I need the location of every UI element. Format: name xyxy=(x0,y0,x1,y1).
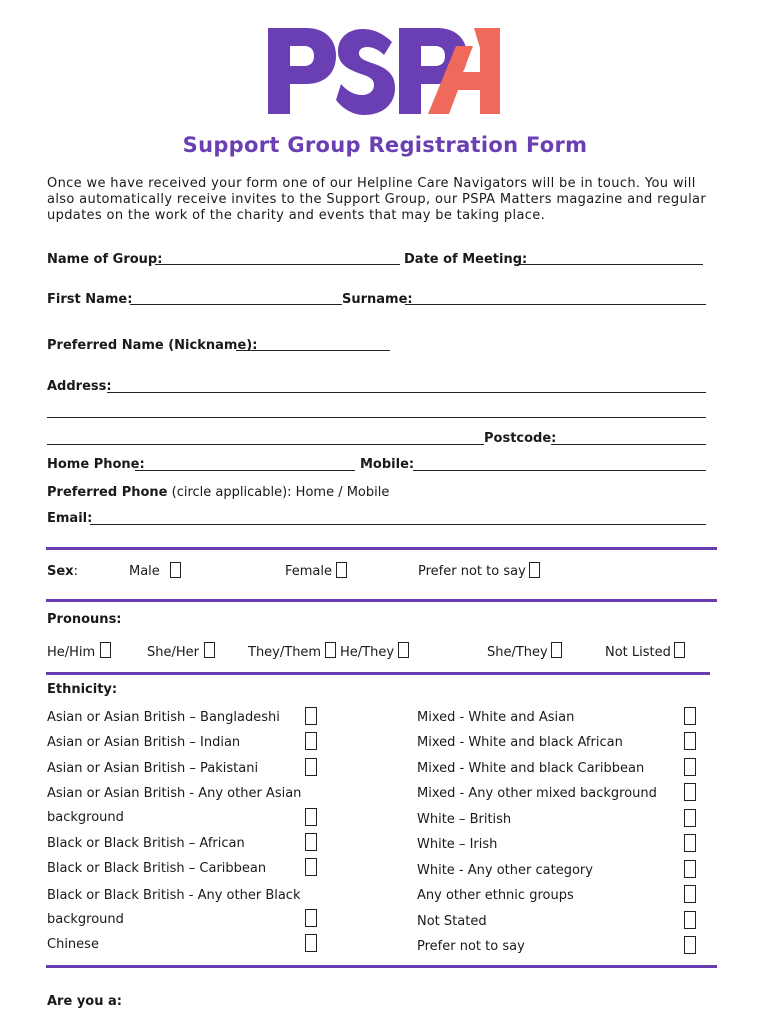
ethnicity-option: Any other ethnic groups xyxy=(417,888,574,903)
mobile-field[interactable] xyxy=(413,470,706,471)
preferred-phone-label: Preferred Phone xyxy=(47,485,168,500)
ethnicity-checkbox[interactable] xyxy=(305,909,317,927)
ethnicity-checkbox[interactable] xyxy=(684,707,696,725)
ethnicity-checkbox[interactable] xyxy=(684,834,696,852)
preferred-name-field[interactable] xyxy=(236,350,390,351)
ethnicity-checkbox[interactable] xyxy=(684,860,696,878)
female-checkbox[interactable] xyxy=(336,562,347,578)
group-name-field[interactable] xyxy=(155,264,400,265)
ethnicity-checkbox[interactable] xyxy=(305,934,317,952)
ethnicity-option: Asian or Asian British – Bangladeshi xyxy=(47,710,280,725)
pronoun-not-listed: Not Listed xyxy=(605,645,671,660)
ethnicity-checkbox[interactable] xyxy=(684,809,696,827)
ethnicity-option: Mixed - White and black African xyxy=(417,735,623,750)
ethnicity-option: Asian or Asian British – Indian xyxy=(47,735,241,750)
form-title: Support Group Registration Form xyxy=(182,133,588,157)
sex-label: Sex xyxy=(47,564,74,579)
email-label: Email: xyxy=(47,511,93,526)
ethnicity-option: Mixed - Any other mixed background xyxy=(417,786,657,801)
sex-option-female: Female xyxy=(285,564,333,579)
they-them-checkbox[interactable] xyxy=(325,642,336,658)
address-label: Address: xyxy=(47,379,112,394)
mobile-label: Mobile: xyxy=(360,457,415,472)
ethnicity-checkbox[interactable] xyxy=(305,707,317,725)
pronoun-he-him: He/Him xyxy=(47,645,96,660)
he-they-checkbox[interactable] xyxy=(398,642,409,658)
ethnicity-option: Black or Black British – African xyxy=(47,836,245,851)
first-name-label: First Name: xyxy=(47,292,133,307)
ethnicity-option: White - Any other category xyxy=(417,863,593,878)
ethnicity-option: Asian or Asian British – Pakistani xyxy=(47,761,259,776)
home-phone-label: Home Phone: xyxy=(47,457,145,472)
meeting-date-field[interactable] xyxy=(517,264,703,265)
ethnicity-checkbox[interactable] xyxy=(305,858,317,876)
group-name-label: Name of Group: xyxy=(47,252,163,267)
ethnicity-checkbox[interactable] xyxy=(684,936,696,954)
ethnicity-option: Chinese xyxy=(47,937,99,952)
divider xyxy=(46,672,710,675)
address-line-2[interactable] xyxy=(47,417,706,418)
ethnicity-option: White – British xyxy=(417,812,512,827)
ethnicity-checkbox[interactable] xyxy=(684,783,696,801)
first-name-field[interactable] xyxy=(130,304,342,305)
ethnicity-checkbox[interactable] xyxy=(305,732,317,750)
are-you-label: Are you a: xyxy=(47,994,122,1009)
ethnicity-checkbox[interactable] xyxy=(684,885,696,903)
surname-field[interactable] xyxy=(405,304,706,305)
ethnicity-option: White – Irish xyxy=(417,837,498,852)
sex-option-male: Male xyxy=(129,564,160,579)
ethnicity-checkbox[interactable] xyxy=(305,833,317,851)
male-checkbox[interactable] xyxy=(170,562,181,578)
sex-colon: : xyxy=(73,564,78,579)
ethnicity-option: Mixed - White and black Caribbean xyxy=(417,761,645,776)
ethnicity-option: Black or Black British - Any other Black xyxy=(47,888,301,903)
postcode-label: Postcode: xyxy=(484,431,557,446)
ethnicity-label: Ethnicity: xyxy=(47,682,118,697)
ethnicity-checkbox[interactable] xyxy=(684,732,696,750)
ethnicity-checkbox[interactable] xyxy=(305,808,317,826)
sex-label-row xyxy=(47,564,78,579)
postcode-field[interactable] xyxy=(551,444,706,445)
pronoun-he-they: He/They xyxy=(340,645,395,660)
divider xyxy=(46,599,717,602)
prefer-not-checkbox[interactable] xyxy=(529,562,540,578)
pspa-logo xyxy=(268,28,500,116)
pronoun-she-her: She/Her xyxy=(147,645,199,660)
address-line-3[interactable] xyxy=(47,444,484,445)
email-field[interactable] xyxy=(90,524,706,525)
he-him-checkbox[interactable] xyxy=(100,642,111,658)
home-phone-field[interactable] xyxy=(135,470,355,471)
not-listed-checkbox[interactable] xyxy=(674,642,685,658)
pronouns-label: Pronouns: xyxy=(47,612,122,627)
ethnicity-option: background xyxy=(47,810,124,825)
ethnicity-checkbox[interactable] xyxy=(684,911,696,929)
ethnicity-option: Not Stated xyxy=(417,914,487,929)
address-line-1[interactable] xyxy=(107,392,706,393)
ethnicity-checkbox[interactable] xyxy=(684,758,696,776)
pronoun-they-them: They/Them xyxy=(248,645,322,660)
she-her-checkbox[interactable] xyxy=(204,642,215,658)
surname-label: Surname: xyxy=(342,292,413,307)
meeting-date-label: Date of Meeting: xyxy=(404,252,528,267)
preferred-name-label: Preferred Name (Nickname): xyxy=(47,338,258,353)
sex-option-prefer-not: Prefer not to say xyxy=(418,564,526,579)
she-they-checkbox[interactable] xyxy=(551,642,562,658)
intro-paragraph: Once we have received your form one of our Helpline Care Navigators will be in touch. You will also automatically receive invites to the Support Group, our PSPA Matters magazine and regular updates on the work of the charity and events that may be taking place. xyxy=(47,176,707,223)
ethnicity-option: Mixed - White and Asian xyxy=(417,710,575,725)
preferred-phone-row xyxy=(47,485,389,500)
divider xyxy=(46,547,717,550)
divider xyxy=(46,965,717,968)
pronoun-she-they: She/They xyxy=(487,645,548,660)
ethnicity-option: Black or Black British – Caribbean xyxy=(47,861,267,876)
ethnicity-option: Prefer not to say xyxy=(417,939,525,954)
ethnicity-option: background xyxy=(47,912,124,927)
ethnicity-checkbox[interactable] xyxy=(305,758,317,776)
preferred-phone-note[interactable]: (circle applicable): Home / Mobile xyxy=(171,485,390,500)
ethnicity-option: Asian or Asian British - Any other Asian xyxy=(47,786,302,801)
